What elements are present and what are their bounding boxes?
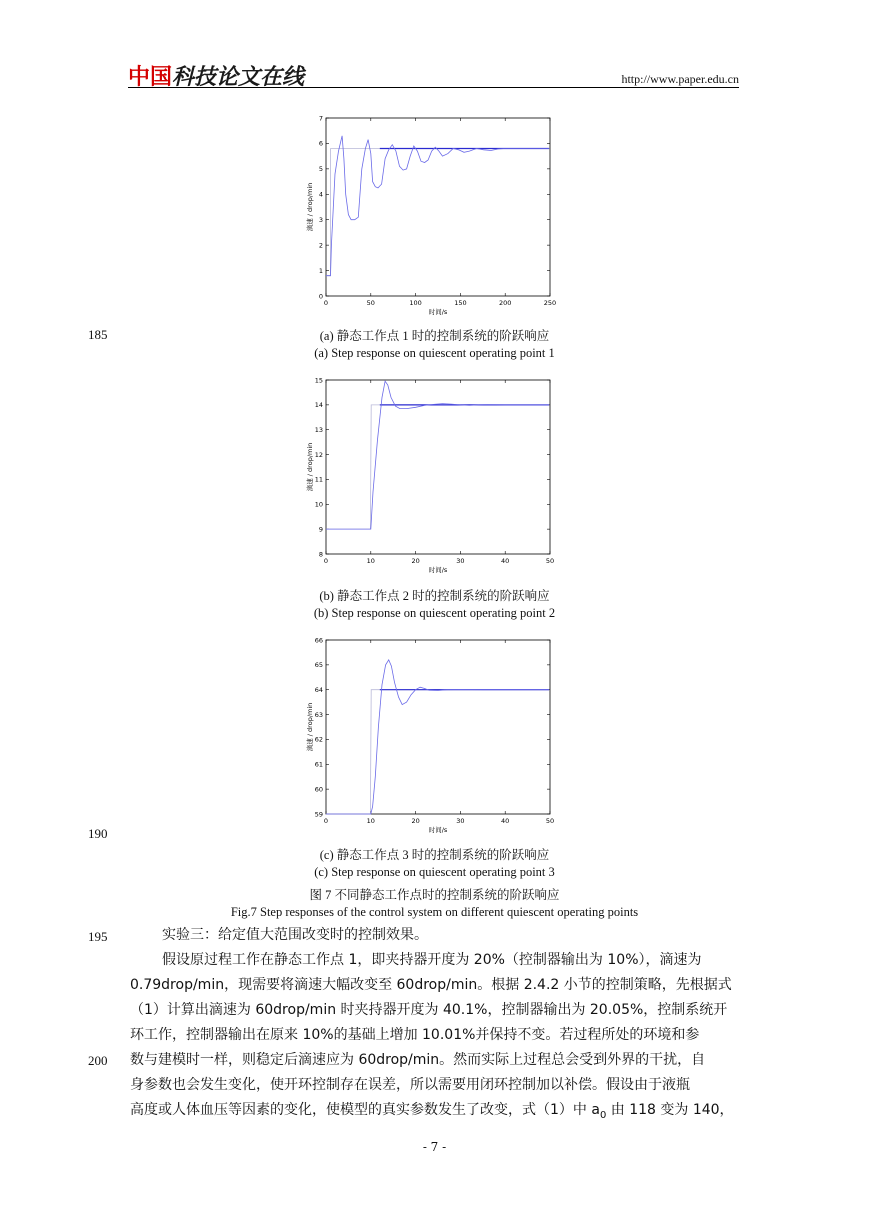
x-tick-label: 0 [323,817,329,825]
series-line-3 [326,136,549,276]
figure-b-caption-cn: (b) 静态工作点 2 时的控制系统的阶跃响应 [319,589,550,603]
paragraph-line: 数与建模时一样，则稳定后滴速应为 60drop/min。然而实际上过程总会受到外界的干扰，自 [130,1052,706,1068]
y-tick-label: 4 [318,190,323,199]
y-tick-label: 60 [314,785,323,794]
figure-b [300,374,570,578]
y-tick-label: 64 [314,686,323,695]
paragraph-line: 0.79drop/min，现需要将滴速大幅改变至 60drop/min。根据 2.4.2 小节的控制策略，先根据式 [130,977,732,993]
header-rule [128,87,739,88]
x-tick-label: 250 [543,299,557,307]
y-tick-label: 65 [314,661,323,670]
y-tick-label: 8 [318,550,323,559]
x-tick-label: 50 [366,299,375,307]
y-tick-label: 6 [318,139,323,148]
figure-c-caption-cn: (c) 静态工作点 3 时的控制系统的阶跃响应 [319,848,550,862]
y-tick-label: 66 [314,636,323,645]
y-axis-label: 滴速 / drop/min [306,442,314,492]
series-line-1 [326,690,549,814]
y-tick-label: 59 [314,810,323,819]
paragraph-line: 身参数也会发生变化，使开环控制存在误差，所以需要用闭环控制加以补偿。假设由于液瓶 [130,1077,690,1093]
x-tick-label: 0 [323,557,329,565]
y-tick-label: 11 [314,475,323,484]
y-tick-label: 3 [318,216,323,225]
paragraph-line: 假设原过程工作在静态工作点 1，即夹持器开度为 20%（控制器输出为 10%），滴速为 [162,952,702,968]
x-axis-label: 时间/s [428,308,448,316]
x-tick-label: 40 [501,557,510,565]
x-tick-label: 20 [411,817,420,825]
y-axis-label: 滴速 / drop/min [306,702,314,752]
x-tick-label: 200 [498,299,512,307]
figure-c [300,634,570,838]
figure-a-caption-cn: (a) 静态工作点 1 时的控制系统的阶跃响应 [319,329,550,343]
y-tick-label: 5 [318,165,323,174]
x-tick-label: 30 [456,817,465,825]
x-tick-label: 20 [411,557,420,565]
y-tick-label: 9 [318,525,323,534]
y-axis-label: 滴速 / drop/min [306,182,314,232]
x-tick-label: 150 [454,299,467,307]
series-line-1 [326,149,549,276]
y-tick-label: 2 [318,241,323,250]
figure-a-caption-en: (a) Step response on quiescent operating point 1 [314,346,555,360]
y-tick-label: 61 [314,760,323,769]
line-number: 190 [88,826,108,841]
x-tick-label: 50 [545,557,555,565]
plot-frame [326,380,550,554]
x-tick-label: 30 [456,557,465,565]
y-tick-label: 0 [318,292,323,301]
page-number: - 7 - [422,1140,447,1154]
x-tick-label: 50 [545,817,555,825]
x-axis-label: 时间/s [428,826,448,834]
y-tick-label: 12 [314,450,323,459]
x-tick-label: 40 [501,817,510,825]
y-tick-label: 13 [314,426,323,435]
series-line-3 [326,381,549,529]
line-number: 200 [88,1053,108,1068]
plot-frame [326,640,550,814]
figure-7-caption-cn: 图 7 不同静态工作点时的控制系统的阶跃响应 [309,888,560,902]
figure-a [300,112,570,320]
y-tick-label: 10 [314,500,323,509]
figure-c-caption-en: (c) Step response on quiescent operating point 3 [314,865,555,879]
paragraph-line: 高度或人体血压等因素的变化，使模型的真实参数发生了改变，式（1）中 $a_0$ 由 118 变为 140， [130,1102,734,1121]
y-tick-label: 1 [318,266,323,275]
figure-7-caption-en: Fig.7 Step responses of the control system on different quiescent operating points [230,905,639,919]
x-tick-label: 10 [366,557,375,565]
paragraph-heading: 实验三：给定值大范围改变时的控制效果。 [162,927,428,943]
x-tick-label: 0 [323,299,329,307]
x-tick-label: 100 [409,299,422,307]
figure-b-caption-en: (b) Step response on quiescent operating point 2 [313,606,556,620]
journal-logo: 中国科技论文在线 [128,65,305,90]
y-tick-label: 62 [314,735,323,744]
line-number: 195 [88,929,108,944]
x-axis-label: 时间/s [428,566,448,574]
y-tick-label: 14 [314,401,323,410]
plot-frame [326,118,550,296]
y-tick-label: 7 [318,114,323,123]
y-tick-label: 15 [314,376,323,385]
series-line-3 [326,660,549,814]
paragraph-line: 环工作，控制器输出在原来 10%的基础上增加 10.01%并保持不变。若过程所处的环境和参 [130,1027,700,1043]
line-number: 185 [88,327,108,342]
paragraph-line: （1）计算出滴速为 60drop/min 时夹持器开度为 40.1%，控制器输出为 20.05%，控制系统开 [130,1002,728,1018]
x-tick-label: 10 [366,817,375,825]
y-tick-label: 63 [314,710,323,719]
series-line-1 [326,405,549,529]
header-url[interactable]: http://www.paper.edu.cn [621,72,739,86]
